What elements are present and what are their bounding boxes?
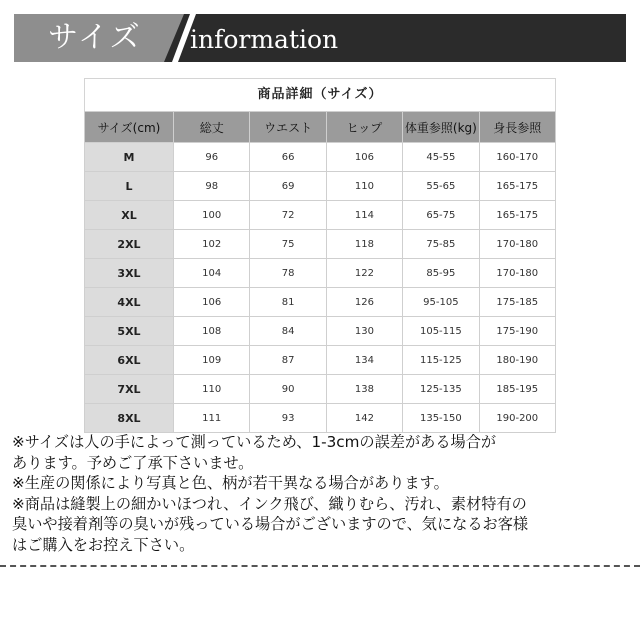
size-label-cell: L: [85, 172, 174, 201]
table-cell: 75: [250, 230, 326, 259]
notes-section: [12, 432, 632, 555]
table-row: [85, 230, 556, 259]
table-cell: 138: [326, 375, 402, 404]
table-cell: 126: [326, 288, 402, 317]
table-cell: 114: [326, 201, 402, 230]
table-cell: 87: [250, 346, 326, 375]
table-cell: 115-125: [403, 346, 479, 375]
column-header: 身長参照: [479, 112, 555, 143]
table-body: [85, 143, 556, 433]
banner-title: サイズ: [48, 20, 142, 55]
dashed-divider: [0, 565, 640, 567]
size-label-cell: 8XL: [85, 404, 174, 433]
note-line: 臭いや接着剤等の臭いが残っている場合がございますので、気になるお客様: [12, 515, 529, 533]
column-header: ウエスト: [250, 112, 326, 143]
table-cell: 110: [174, 375, 250, 404]
table-cell: 108: [174, 317, 250, 346]
table-cell: 135-150: [403, 404, 479, 433]
table-cell: 90: [250, 375, 326, 404]
size-label-cell: 7XL: [85, 375, 174, 404]
table-cell: 75-85: [403, 230, 479, 259]
note-line: あります。予めご了承下さいませ。: [12, 453, 254, 472]
table-cell: 130: [326, 317, 402, 346]
table-cell: 78: [250, 259, 326, 288]
table-cell: 118: [326, 230, 402, 259]
table-row: [85, 317, 556, 346]
table-cell: 72: [250, 201, 326, 230]
table-cell: 185-195: [479, 375, 555, 404]
table-cell: 122: [326, 259, 402, 288]
table-cell: 106: [326, 143, 402, 172]
size-label-cell: XL: [85, 201, 174, 230]
note-line: はご購入をお控え下さい。: [12, 535, 195, 554]
table-cell: 84: [250, 317, 326, 346]
table-cell: 110: [326, 172, 402, 201]
table-cell: 98: [174, 172, 250, 201]
table-cell: 170-180: [479, 230, 555, 259]
table-row: [85, 172, 556, 201]
column-header: 体重参照(kg): [403, 112, 479, 143]
table-cell: 109: [174, 346, 250, 375]
table-cell: 65-75: [403, 201, 479, 230]
table-row: [85, 259, 556, 288]
table-cell: 93: [250, 404, 326, 433]
table-cell: 111: [174, 404, 250, 433]
table-cell: 165-175: [479, 172, 555, 201]
size-label-cell: 6XL: [85, 346, 174, 375]
table-cell: 165-175: [479, 201, 555, 230]
column-header: サイズ(cm): [85, 112, 174, 143]
note-line: ※生産の関係により写真と色、柄が若干異なる場合があります。: [12, 474, 449, 492]
info-banner: [14, 14, 626, 62]
size-table: [84, 111, 556, 433]
table-row: [85, 404, 556, 433]
table-caption: 商品詳細（サイズ）: [84, 78, 556, 111]
table-cell: 105-115: [403, 317, 479, 346]
table-cell: 66: [250, 143, 326, 172]
size-label-cell: 4XL: [85, 288, 174, 317]
table-cell: 96: [174, 143, 250, 172]
table-row: [85, 288, 556, 317]
table-cell: 170-180: [479, 259, 555, 288]
table-cell: 180-190: [479, 346, 555, 375]
column-header: ヒップ: [326, 112, 402, 143]
table-cell: 95-105: [403, 288, 479, 317]
size-label-cell: 3XL: [85, 259, 174, 288]
table-row: [85, 346, 556, 375]
table-cell: 55-65: [403, 172, 479, 201]
size-table-container: [84, 78, 556, 433]
table-cell: 125-135: [403, 375, 479, 404]
table-cell: 134: [326, 346, 402, 375]
table-cell: 160-170: [479, 143, 555, 172]
column-header: 総丈: [174, 112, 250, 143]
table-cell: 100: [174, 201, 250, 230]
size-label-cell: M: [85, 143, 174, 172]
table-row: [85, 375, 556, 404]
table-cell: 175-185: [479, 288, 555, 317]
size-label-cell: 5XL: [85, 317, 174, 346]
table-cell: 85-95: [403, 259, 479, 288]
table-cell: 45-55: [403, 143, 479, 172]
table-cell: 175-190: [479, 317, 555, 346]
note-line: ※サイズは人の手によって測っているため、1-3cmの誤差がある場合が: [12, 433, 497, 451]
table-cell: 106: [174, 288, 250, 317]
table-cell: 142: [326, 404, 402, 433]
table-cell: 104: [174, 259, 250, 288]
note-line: ※商品は縫製上の細かいほつれ、インク飛び、織りむら、汚れ、素材特有の: [12, 494, 527, 513]
table-cell: 102: [174, 230, 250, 259]
table-cell: 190-200: [479, 404, 555, 433]
size-label-cell: 2XL: [85, 230, 174, 259]
table-cell: 69: [250, 172, 326, 201]
table-row: [85, 143, 556, 172]
table-header-row: [85, 112, 556, 143]
table-cell: 81: [250, 288, 326, 317]
banner-subtitle: information: [190, 25, 339, 54]
table-row: [85, 201, 556, 230]
